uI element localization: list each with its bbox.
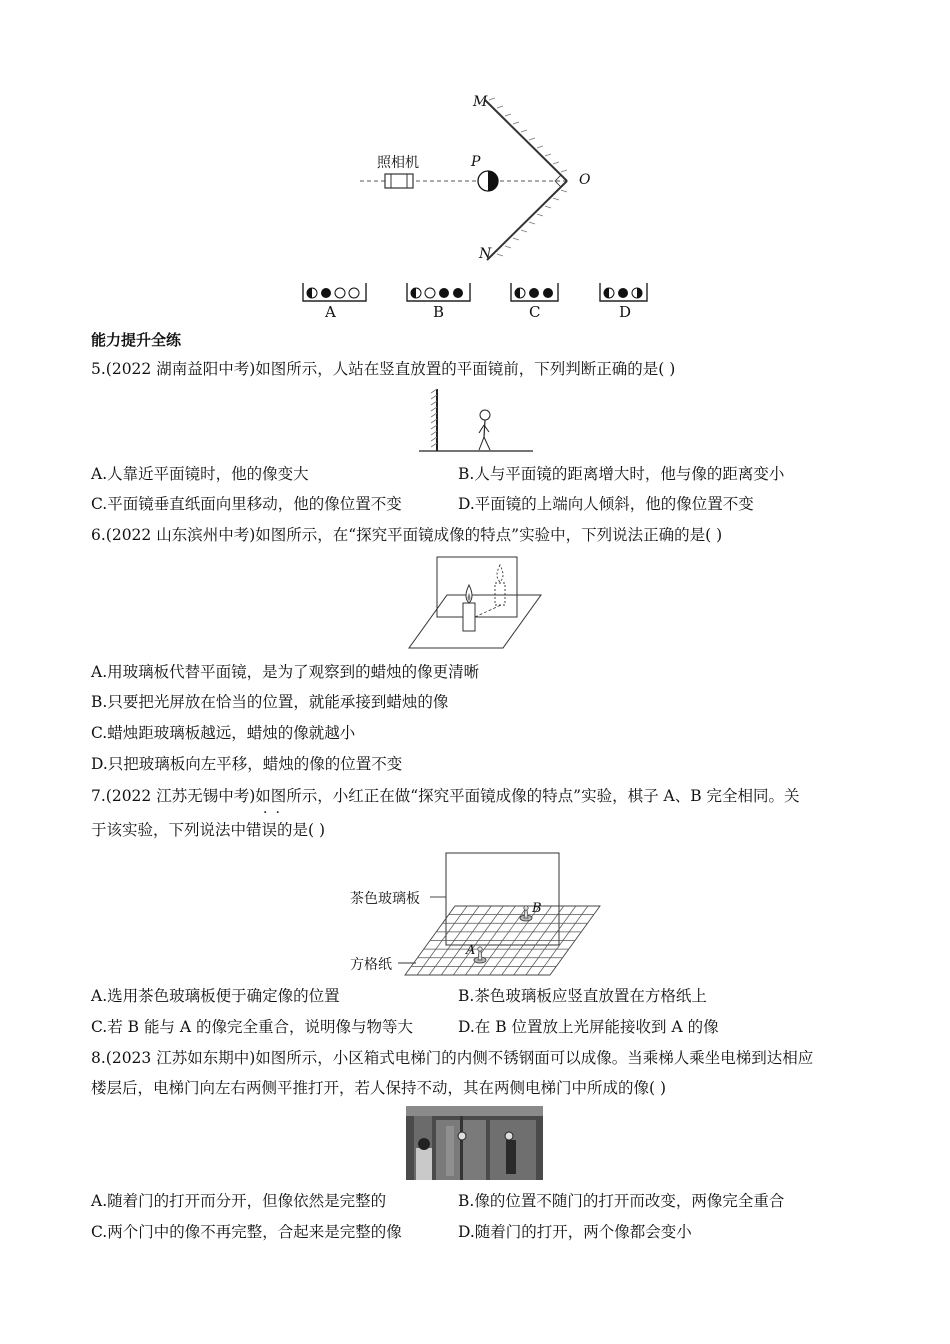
q7-stem-line1: 7.(2022 江苏无锡中考)如图所示，小红正在做“探究平面镜成像的特点”实验，棋子 A、B 完全相同。关	[91, 787, 800, 805]
elevator-photo	[406, 1106, 543, 1180]
q8-option-b: B.像的位置不随门的打开而改变，两像完全重合	[458, 1192, 785, 1210]
emphasis-dots: ··	[263, 805, 288, 821]
figure-q4	[325, 90, 655, 330]
choice-b-label: B	[433, 303, 445, 321]
elevator-photo-illustration	[406, 1106, 543, 1180]
mirror-person-diagram	[415, 385, 535, 455]
q7-stem-line2	[91, 820, 325, 840]
q5-option-c: C.平面镜垂直纸面向里移动，他的像位置不变	[91, 495, 402, 513]
mirror-diagram	[355, 90, 655, 330]
q7-option-d: D.在 B 位置放上光屏能接收到 A 的像	[458, 1018, 719, 1036]
camera-label: 照相机	[377, 155, 419, 171]
q5-option-b: B.人与平面镜的距离增大时，他与像的距离变小	[458, 465, 785, 483]
choice-c-label: C	[529, 303, 541, 321]
q8-stem-line2: 楼层后，电梯门向左右两侧平推打开，若人保持不动，其在两侧电梯门中所成的像( )	[91, 1079, 667, 1097]
glass-board-label: 茶色玻璃板	[350, 891, 420, 907]
piece-b-label: B	[532, 901, 542, 916]
section-title: 能力提升全练	[91, 331, 182, 349]
figure-q7	[340, 850, 610, 980]
choice-a-label: A	[325, 303, 336, 321]
q8-stem-line1: 8.(2023 江苏如东期中)如图所示，小区箱式电梯门的内侧不锈钢面可以成像。当乘梯人乘坐电梯到达相应	[91, 1049, 814, 1067]
q6-stem: 6.(2022 山东滨州中考)如图所示，在“探究平面镜成像的特点”实验中，下列说法正确的是( )	[91, 526, 723, 544]
q8-option-d: D.随着门的打开，两个像都会变小	[458, 1223, 692, 1241]
choice-d-label: D	[619, 303, 632, 321]
point-p-label: P	[471, 154, 481, 170]
q6-option-d: D.只把玻璃板向左平移，蜡烛的像的位置不变	[91, 755, 403, 773]
q7-option-c: C.若 B 能与 A 的像完全重合，说明像与物等大	[91, 1018, 414, 1036]
piece-a-label: A	[466, 943, 476, 958]
q6-option-c: C.蜡烛距玻璃板越远，蜡烛的像就越小	[91, 724, 356, 742]
q7-option-a: A.选用茶色玻璃板便于确定像的位置	[91, 987, 340, 1005]
q7-stem-post: 的是( )	[277, 821, 326, 839]
q7-stem-pre: 于该实验，下列说法中	[91, 821, 247, 839]
grid-lines	[411, 906, 594, 975]
q5-option-a: A.人靠近平面镜时，他的像变大	[91, 465, 309, 483]
grid-paper-label: 方格纸	[350, 957, 392, 973]
q5-option-d: D.平面镜的上端向人倾斜，他的像位置不变	[458, 495, 754, 513]
q8-option-c: C.两个门中的像不再完整，合起来是完整的像	[91, 1223, 402, 1241]
point-n-label: N	[479, 246, 492, 262]
q7-option-b: B.茶色玻璃板应竖直放置在方格纸上	[458, 987, 707, 1005]
q8-option-a: A.随着门的打开而分开，但像依然是完整的	[91, 1192, 387, 1210]
q7-emphasis-word: 错误	[246, 821, 278, 839]
q6-option-b: B.只要把光屏放在恰当的位置，就能承接到蜡烛的像	[91, 693, 449, 711]
q6-option-a: A.用玻璃板代替平面镜，是为了观察到的蜡烛的像更清晰	[91, 663, 480, 681]
point-m-label: M	[473, 94, 488, 110]
q5-stem: 5.(2022 湖南益阳中考)如图所示，人站在竖直放置的平面镜前，下列判断正确的是( )	[91, 360, 676, 378]
point-o-label: O	[579, 172, 591, 188]
figure-q6	[405, 553, 545, 653]
glass-plate-candle-diagram	[405, 553, 545, 653]
figure-q5	[415, 385, 535, 455]
